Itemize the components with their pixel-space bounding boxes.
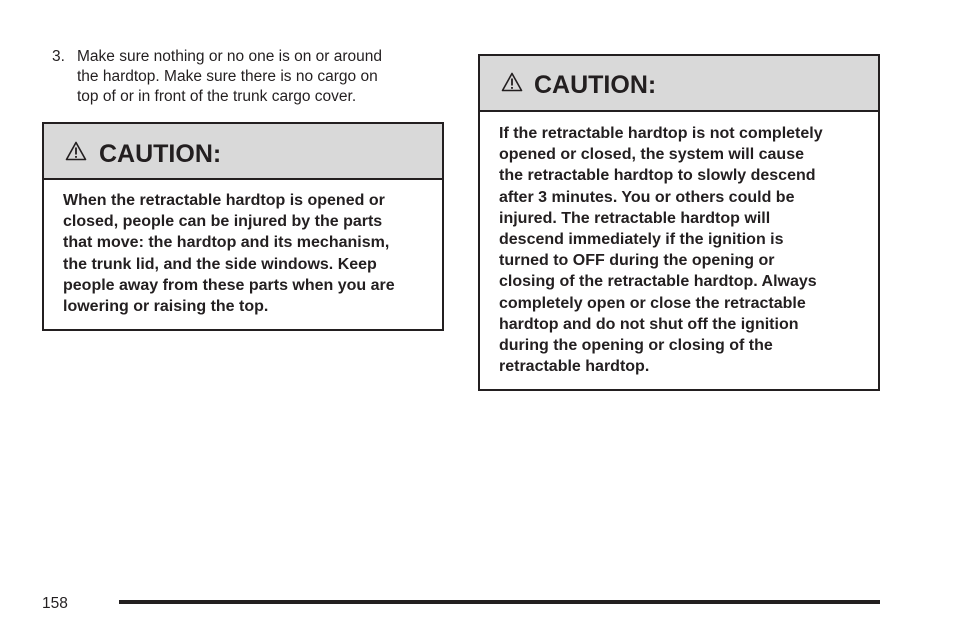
step-line: Make sure nothing or no one is on or around	[77, 48, 383, 65]
caution-box-hardtop-descend	[478, 54, 880, 391]
caution-line: closed, people can be injured by the parts	[63, 213, 383, 231]
caution-title: CAUTION:	[534, 71, 657, 99]
step-text	[77, 47, 447, 107]
caution-box-hardtop-parts	[42, 122, 444, 331]
caution-line: the retractable hardtop to slowly descend	[499, 167, 816, 185]
caution-line: opened or closed, the system will cause	[499, 146, 804, 164]
caution-line: that move: the hardtop and its mechanism,	[63, 234, 390, 252]
caution-line: injured. The retractable hardtop will	[499, 209, 771, 227]
caution-title: CAUTION:	[99, 140, 222, 168]
warning-triangle-icon	[65, 141, 87, 161]
caution-line: closing of the retractable hardtop. Always	[499, 273, 817, 291]
step-line: the hardtop. Make sure there is no cargo on	[77, 68, 378, 85]
caution-line: people away from these parts when you are	[63, 276, 395, 294]
caution-text	[63, 190, 395, 317]
caution-line: descend immediately if the ignition is	[499, 231, 784, 249]
page-number: 158	[42, 595, 68, 612]
caution-line: lowering or raising the top.	[63, 298, 269, 316]
step-line: top of or in front of the trunk cargo cover.	[77, 88, 357, 105]
step-number: 3.	[52, 48, 65, 65]
caution-header	[480, 56, 878, 112]
caution-line: If the retractable hardtop is not completely	[499, 125, 823, 142]
caution-header	[44, 124, 442, 180]
caution-text	[499, 123, 823, 377]
caution-line: after 3 minutes. You or others could be	[499, 188, 795, 206]
caution-line: during the opening or closing of the	[499, 337, 773, 355]
caution-line: the trunk lid, and the side windows. Keep	[63, 255, 377, 273]
caution-line: turned to OFF during the opening or	[499, 252, 775, 270]
caution-line: completely open or close the retractable	[499, 294, 806, 312]
caution-line: retractable hardtop.	[499, 358, 650, 376]
caution-line: hardtop and do not shut off the ignition	[499, 315, 799, 333]
footer-rule	[119, 600, 880, 604]
warning-triangle-icon	[501, 72, 523, 92]
caution-line: When the retractable hardtop is opened or	[63, 192, 385, 209]
